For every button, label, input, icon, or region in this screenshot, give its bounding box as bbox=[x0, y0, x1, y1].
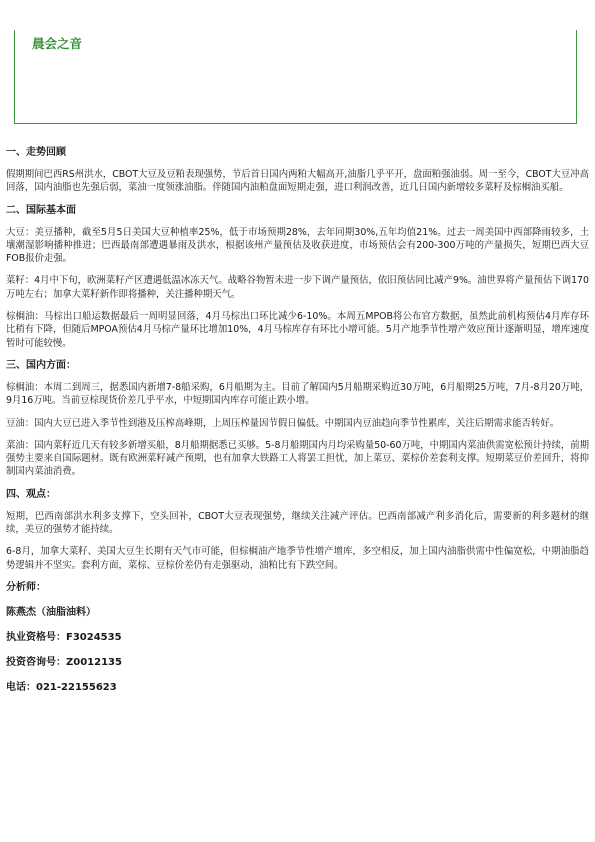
paragraph-view-mid: 6-8月，加拿大菜籽、美国大豆生长期有天气市可能，但棕榈油产地季节性增产增库，多空相反，加上国内油脂供需中性偏宽松，中期油脂趋势逻辑并不坚实。套利方面，菜棕、豆棕价差仍有走强驱动，油粕比有下跌空间。 bbox=[6, 546, 589, 571]
report-body bbox=[6, 146, 589, 706]
section-heading-domestic: 三、国内方面： bbox=[6, 359, 76, 371]
analyst-name: 陈燕杰（油脂油料） bbox=[6, 606, 96, 618]
section-heading-trend: 一、走势回顾 bbox=[6, 147, 66, 158]
analyst-license: 执业资格号：F3024535 bbox=[6, 631, 122, 643]
header-banner bbox=[14, 30, 577, 124]
paragraph-soybean: 大豆：美豆播种，截至5月5日美国大豆种植率25%，低于市场预期28%，去年同期30%,五年均值21%。过去一周美国中西部降雨较多，土壤潮湿影响播种推进；巴西最南部遭遇暴雨及洪水，根据该州产量预估及收获进度，市场预估会有200-300万吨的产量损失，短期巴西大豆FOB报价走强。 bbox=[6, 226, 589, 265]
section-heading-international: 二、国际基本面 bbox=[6, 204, 76, 216]
analyst-label: 分析师： bbox=[6, 581, 46, 593]
paragraph-view-short: 短期，巴西南部洪水利多支撑下，空头回补，CBOT大豆表现强势，继续关注减产评估。巴西南部减产利多消化后，需要新的利多题材的继续，美豆的强势才能持续。 bbox=[6, 510, 589, 536]
banner-title: 晨会之音 bbox=[32, 36, 83, 51]
paragraph-domestic-palm: 棕榈油：本周二到周三，据悉国内新增7-8船采购，6月船期为主。目前了解国内5月船期采购近30万吨，6月船期25万吨，7月-8月20万吨，9月16万吨。当前豆棕现货价差几乎平水，中短期国内库存可能止跌小增。 bbox=[6, 381, 589, 407]
analyst-consult: 投资咨询号：Z0012135 bbox=[6, 656, 122, 668]
paragraph-domestic-soyoil: 豆油：国内大豆已进入季节性到港及压榨高峰期，上周压榨量因节假日偏低。中期国内豆油趋向季节性累库，关注后期需求能否转好。 bbox=[6, 417, 560, 429]
paragraph-trend: 假期期间巴西RS州洪水，CBOT大豆及豆粕表现强势，节后首日国内两粕大幅高开,油脂几乎平开，盘面粕强油弱。周一至今，CBOT大豆冲高回落，国内油脂也先强后弱，菜油一度领涨油脂。伴随国内油粕盘面短期走强，进口利润改善，近几日国内新增较多菜籽及棕榈油买船。 bbox=[6, 169, 589, 194]
analyst-phone: 电话：021-22155623 bbox=[6, 681, 117, 693]
paragraph-rapeseed: 菜籽：4月中下旬，欧洲菜籽产区遭遇低温冰冻天气。战略谷物暂未进一步下调产量预估，依旧预估同比减产9%。油世界将产量预估下调170万吨左右；加拿大菜籽新作即将播种，关注播种期天气。 bbox=[6, 275, 589, 300]
paragraph-palm-oil: 棕榈油：马棕出口船运数据最后一周明显回落，4月马棕出口环比减少6-10%。本周五MPOB将公布官方数据，虽然此前机构预估4月库存环比稍有下降，但随后MPOA预估4月马棕产量环比增加10%，4月马棕库存有环比小增可能。5月产地季节性增产效应预计逐渐明显，增库速度暂时可能较慢。 bbox=[6, 311, 589, 349]
section-heading-view: 四、观点： bbox=[6, 488, 56, 500]
paragraph-domestic-rapeoil: 菜油：国内菜籽近几天有较多新增买船，8月船期据悉已买够。5-8月船期国内月均采购量50-60万吨，中期国内菜油供需宽松预计持续，前期强势主要来自国际题材。既有欧洲菜籽减产预期，也有加拿大铁路工人将罢工担忧，加上菜豆、菜棕价差套利支撑。短期菜豆价差回升，将抑制国内菜油消费。 bbox=[6, 439, 589, 478]
